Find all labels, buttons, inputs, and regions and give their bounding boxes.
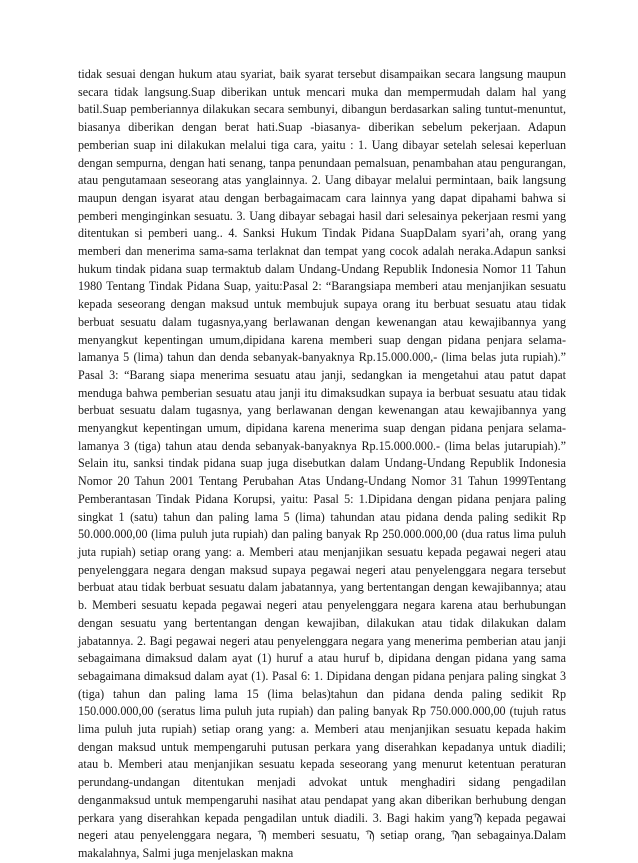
body-text: tidak sesuai dengan hukum atau syariat, baik syarat tersebut disampaikan secara langsung maupun secara tidak langsung.Suap diberikan untuk mencari muka dan mempermudah dalam hal yang batil.Suap pemberiannya dilakukan secara sembunyi, dibangun berdasarkan saling tuntut-menuntut, biasanya diberikan dengan berat hati.Suap -biasanya- diberikan sebelum pekerjaan. Adapun pemberian suap ini dilakukan melalui tiga cara, yaitu : 1. Uang dibayar setelah selesai keperluan dengan sempurna, dengan hati senang, tanpa penundaan pemalsuan, penambahan atau pengurangan, atau pengutamaan seseorang atas yanglainnya. 2. Uang dibayar melalui permintaan, baik langsung maupun dengan isyarat atau dengan berbagaimacam cara lainnya yang dapat dipahami bahwa si pemberi menginginkan sesuatu. 3. Uang dibayar sebagai hasil dari selesainya pekerjaan resmi yang ditentukan si pemberi uang.. 4. Sanksi Hukum Tindak Pidana SuapDalam syari’ah, orang yang memberi dan menerima sama-sama terlaknat dan tempat yang cocok adalah neraka.Adapun sanksi hukum tindak pidana suap termaktub dalam Undang-Undang Republik Indonesia Nomor 11 Tahun 1980 Tentang Tindak Pidana Suap, yaitu:Pasal 2: “Barangsiapa memberi atau menjanjikan sesuatu kepada seseorang dengan maksud untuk membujuk supaya orang itu berbuat sesuatu atau tidak berbuat sesuatu dalam tugasnya,yang berlawanan dengan kewenangan atau kewajibannya yang menyangkut kepentingan umum,dipidana karena memberi suap dengan pidana penjara selama-lamanya 5 (lima) tahun dan denda sebanyak-banyaknya Rp.15.000.000,- (lima belas juta rupiah).” Pasal 3: “Barang siapa menerima sesuatu atau janji, sedangkan ia mengetahui atau patut dapat menduga bahwa pemberian sesuatu atau janji itu dimaksudkan supaya ia berbuat sesuatu atau tidak berbuat sesuatu dalam tugasnya, yang berlawanan dengan kewenangan atau kewajibannya yang menyangkut kepentingan umum, dipidana karena menerima suap dengan pidana penjara selama-lamanya 3 (tiga) tahun atau denda sebanyak-banyaknya Rp.15.000.000.- (lima belas jutarupiah).” Selain itu, sanksi tindak pidana suap juga disebutkan dalam Undang-Undang Republik Indonesia Nomor 20 Tahun 2001 Tentang Perubahan Atas Undang-Undang Nomor 31 Tahun 1999Tentang Pemberantasan Tindak Pidana Korupsi, yaitu: Pasal 5: 1.Dipidana dengan pidana penjara paling singkat 1 (satu) tahun dan paling lama 5 (lima) tahundan atau pidana denda paling sedikit Rp 50.000.000,00 (lima puluh juta rupiah) dan paling banyak Rp 250.000.000,00 (dua ratus lima puluh juta rupiah) setiap orang yang: a. Memberi atau menjanjikan sesuatu kepada pegawai negeri atau penyelenggara negara dengan maksud supaya pegawai negeri atau penyelenggara negara tersebut berbuat atau tidak berbuat sesuatu dalam jabatannya, yang bertentangan dengan kewajibannya; atau b. Memberi sesuatu kepada pegawai negeri atau penyelenggara negara karena atau berhubungan dengan sesuatu yang bertentangan dengan kewajiban, dilakukan atau tidak dilakukan dalam jabatannya. 2. Bagi pegawai negeri atau penyelenggara negara yang menerima pemberian atau janji sebagaimana dimaksud dalam ayat (1) huruf a atau huruf b, dipidana dengan pidana yang sama sebagaimana dimaksud dalam ayat (1). Pasal 6: 1. Dipidana dengan pidana penjara paling singkat 3 (tiga) tahun dan paling lama 15 (lima belas)tahun dan pidana denda paling sedikit Rp 150.000.000,00 (seratus lima puluh juta rupiah) dan paling banyak Rp 750.000.000,00 (tujuh ratus lima puluh juta rupiah) setiap orang yang: a. Memberi atau menjanjikan sesuatu kepada hakim dengan maksud untuk mempengaruhi putusan perkara yang diserahkan kepadanya untuk diadili; atau b. Memberi atau menjanjikan sesuatu kepada seseorang yang menurut ketentuan peraturan perundang-undangan ditentukan menjadi advokat untuk menghadiri sidang pengadilan denganmaksud untuk mempengaruhi nasihat atau pendapat yang akan diberikan berhubung dengan perkara yang diserahkan kepada pengadilan untuk diadili. 3. Bagi hakim yangϠ kepada pegawai negeri atau penyelenggara negara, Ϡ memberi sesuatu, Ϡ setiap orang, Ϡan sebagainya.Dalam makalahnya, Salmi juga menjelaskan makna: [78, 67, 566, 860]
